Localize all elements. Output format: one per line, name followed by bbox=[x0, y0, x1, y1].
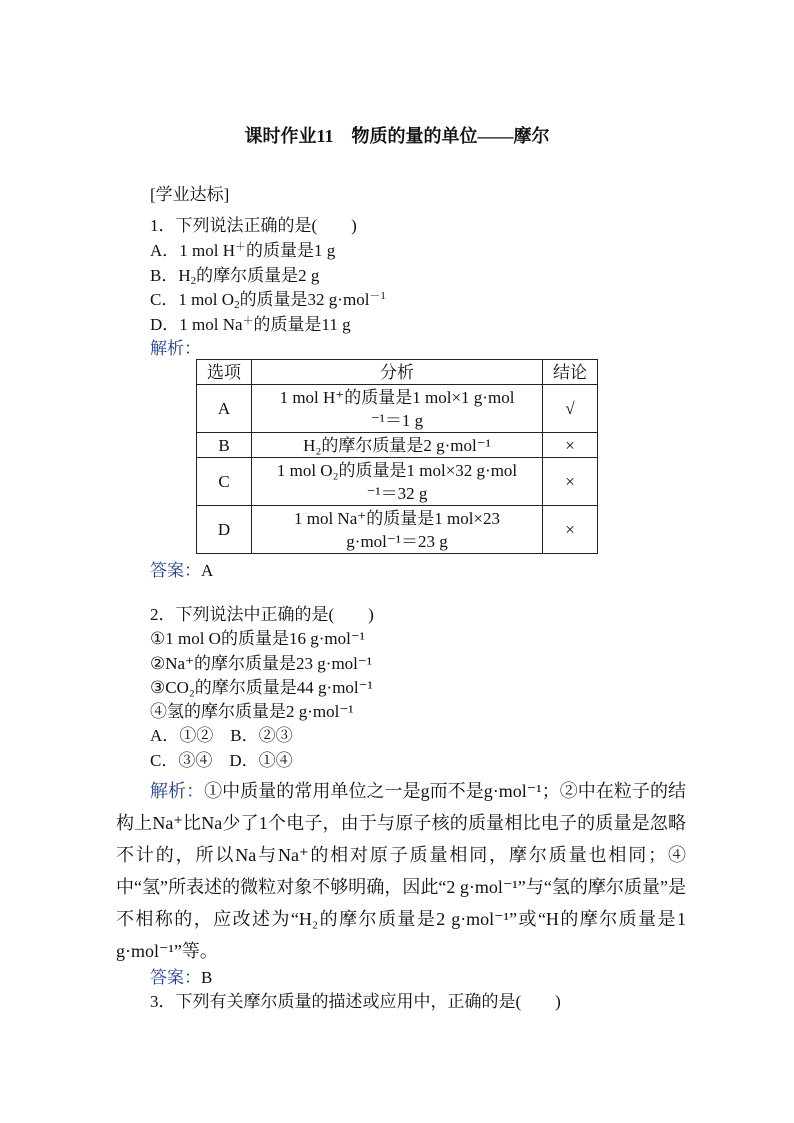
q2-analysis: 解析：①中质量的常用单位之一是g而不是g·mol⁻¹；②中在粒子的结构上Na⁺比Na少了1个电子，由于与原子核的质量相比电子的质量是忽略不计的，所以Na与Na⁺的相对原子质量相同，摩尔质量也相同；④中“氢”所表述的微粒对象不够明确，因此“2 g·mol⁻¹”与“氢的摩尔质量”是不相称的，应改述为“H₂的摩尔质量是2 g·mol⁻¹”或“H的摩尔质量是1 g·mol⁻¹”等。 bbox=[116, 781, 686, 961]
q2-statement-2: ②Na⁺的摩尔质量是23 g·mol⁻¹ bbox=[150, 654, 372, 673]
analysis-table bbox=[196, 359, 598, 554]
analysis-cell: 1 mol Na⁺的质量是1 mol×23 g·mol⁻¹＝23 g bbox=[252, 506, 543, 554]
q1-analysis-label: 解析： bbox=[150, 339, 201, 358]
result-cell: × bbox=[543, 458, 598, 506]
analysis-cell: H₂的摩尔质量是2 g·mol⁻¹ bbox=[252, 433, 543, 458]
q1-stem: 1．下列说法正确的是( ) bbox=[150, 216, 357, 235]
q1-answer: 答案：A bbox=[150, 561, 214, 580]
q1-option-b: B．$H_2$的摩尔质量是2 g bbox=[150, 266, 320, 287]
table-header-row bbox=[197, 360, 598, 385]
table-row bbox=[197, 433, 598, 458]
result-cell: × bbox=[543, 506, 598, 554]
table-header-cell: 选项 bbox=[197, 360, 252, 385]
table-row bbox=[197, 385, 598, 433]
q2-statement-3: ③CO₂的摩尔质量是44 g·mol⁻¹ bbox=[150, 678, 373, 697]
result-cell: √ bbox=[543, 385, 598, 433]
q2-options-cd: C．③④ D．①④ bbox=[150, 751, 293, 770]
page-title: 课时作业11 物质的量的单位——摩尔 bbox=[244, 126, 550, 146]
option-cell: C bbox=[197, 458, 252, 506]
q2-statement-1: ①1 mol O的质量是16 g·mol⁻¹ bbox=[150, 629, 365, 648]
analysis-cell: 1 mol O₂的质量是1 mol×32 g·mol ⁻¹＝32 g bbox=[252, 458, 543, 506]
table-header-cell: 结论 bbox=[543, 360, 598, 385]
option-cell: A bbox=[197, 385, 252, 433]
section-label: [学业达标] bbox=[150, 185, 230, 204]
q3-stem: 3．下列有关摩尔质量的描述或应用中，正确的是( ) bbox=[150, 992, 561, 1011]
q1-option-a: A．1 mol H＋的质量是1 g bbox=[150, 241, 336, 260]
q1-option-d: D．1 mol Na＋的质量是11 g bbox=[150, 315, 351, 334]
q1-option-c: C．1 mol $O_2$的质量是32 g·mol$^{-1}$ bbox=[150, 290, 386, 311]
analysis-cell: 1 mol H⁺的质量是1 mol×1 g·mol ⁻¹＝1 g bbox=[252, 385, 543, 433]
table-header-cell: 分析 bbox=[252, 360, 543, 385]
q2-stem: 2．下列说法中正确的是( ) bbox=[150, 605, 374, 624]
option-cell: D bbox=[197, 506, 252, 554]
result-cell: × bbox=[543, 433, 598, 458]
q2-options-ab: A．①② B．②③ bbox=[150, 726, 293, 745]
table-row bbox=[197, 458, 598, 506]
table-row bbox=[197, 506, 598, 554]
option-cell: B bbox=[197, 433, 252, 458]
q2-statement-4: ④氢的摩尔质量是2 g·mol⁻¹ bbox=[150, 702, 354, 721]
q2-answer: 答案：B bbox=[150, 968, 213, 987]
